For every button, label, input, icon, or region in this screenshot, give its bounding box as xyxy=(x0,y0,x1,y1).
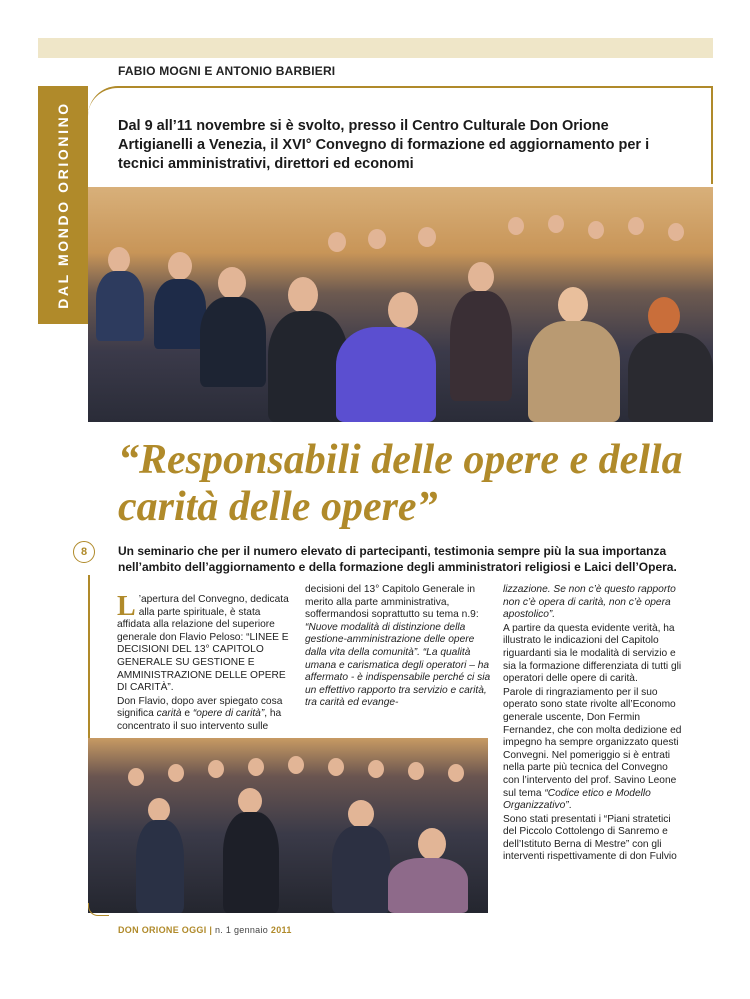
col3-paragraph-3: Parole di ringraziamento per il suo operato sono state rivolte all’Economo generale uscente, Don Fermin Fernandez, che con molta dedizione ed impegno ha sempre organizzato questi Convegni. Nel pomeriggio si è entrati nella parte più tecnica del Convegno con l’intervento del prof. Savino Leone sul tema “Codice etico e Modello Organizzativo”. xyxy=(503,686,682,812)
col1-paragraph-2: Don Flavio, dopo aver spiegato cosa significa carità e “opere di carità”, ha concentrato il suo intervento sulle xyxy=(117,695,283,732)
top-band xyxy=(38,38,713,58)
audience-photo-bottom xyxy=(88,738,488,913)
issue-label: n. 1 gennaio xyxy=(214,925,269,935)
headline: “Responsabili delle opere e della carità delle opere” xyxy=(118,437,683,530)
article-column-1 xyxy=(117,591,295,735)
issue-year: 2011 xyxy=(270,925,292,935)
footer: DON ORIONE OGGI | n. 1 gennaio 2011 xyxy=(118,925,292,935)
col2-paragraph-1: decisioni del 13° Capitolo Generale in merito alla parte amministrativa, soffermandosi soprattutto su tema n.9: “Nuove modalità di distinzione della gestione-amministrazione delle opere dalla vita della comunità”. “La qualità umana e carismatica degli operatori – ha affermato - è indispensabile perché ci sia un effettivo rapporto tra servizio e carità, tra carità ed evange- xyxy=(305,584,491,709)
section-label: DAL MONDO ORIONINO xyxy=(55,101,71,309)
col3-paragraph-4: Sono stati presentati i “Piani stratetici del Piccolo Cottolengo di Sanremo e dell’Istituto Berna di Mestre” con gli interventi rispettivamente di don Fulvio xyxy=(503,813,677,863)
drop-cap: L xyxy=(117,591,136,622)
subheadline: Un seminario che per il numero elevato di partecipanti, testimonia sempre più la sua importanza nell’ambito dell’aggiornamento e della formazione degli amministratori religiosi e Laici dell’Opera. xyxy=(118,544,677,574)
col3-paragraph-1: lizzazione. Se non c’è questo rapporto non c’è opera di carità, non c’è opera apostolico”. xyxy=(503,584,676,621)
footer-bracket xyxy=(88,903,109,916)
page-number: 8 xyxy=(73,541,95,563)
article-column-3 xyxy=(503,584,687,865)
intro-text: Dal 9 all’11 novembre si è svolto, presso il Centro Culturale Don Orione Artigianelli a Venezia, il XVI° Convegno di formazione ed aggiornamento per i tecnici amministrativi, direttori ed economi xyxy=(118,118,650,172)
audience-photo-top xyxy=(88,187,713,422)
article-column-2 xyxy=(305,584,491,711)
authors: FABIO MOGNI E ANTONIO BARBIERI xyxy=(118,64,336,78)
col1-paragraph-1: ’apertura del Convegno, dedicata alla parte spirituale, è stata affidata alla relazione del superiore generale don Flavio Peloso: “LINEE E DECISIONI DEL 13° CAPITOLO GENERALE SU GESTIONE E AMMINISTRAZIONE DELLE OPERE DI CARITÀ”. xyxy=(117,594,289,694)
magazine-name: DON ORIONE OGGI xyxy=(118,925,207,935)
col3-paragraph-2: A partire da questa evidente verità, ha illustrato le indicazioni del Capitolo riguardanti sia le modalità di servizio e sia la formazione differenziata di tutti gli operatori delle opere di carità. xyxy=(503,622,682,685)
